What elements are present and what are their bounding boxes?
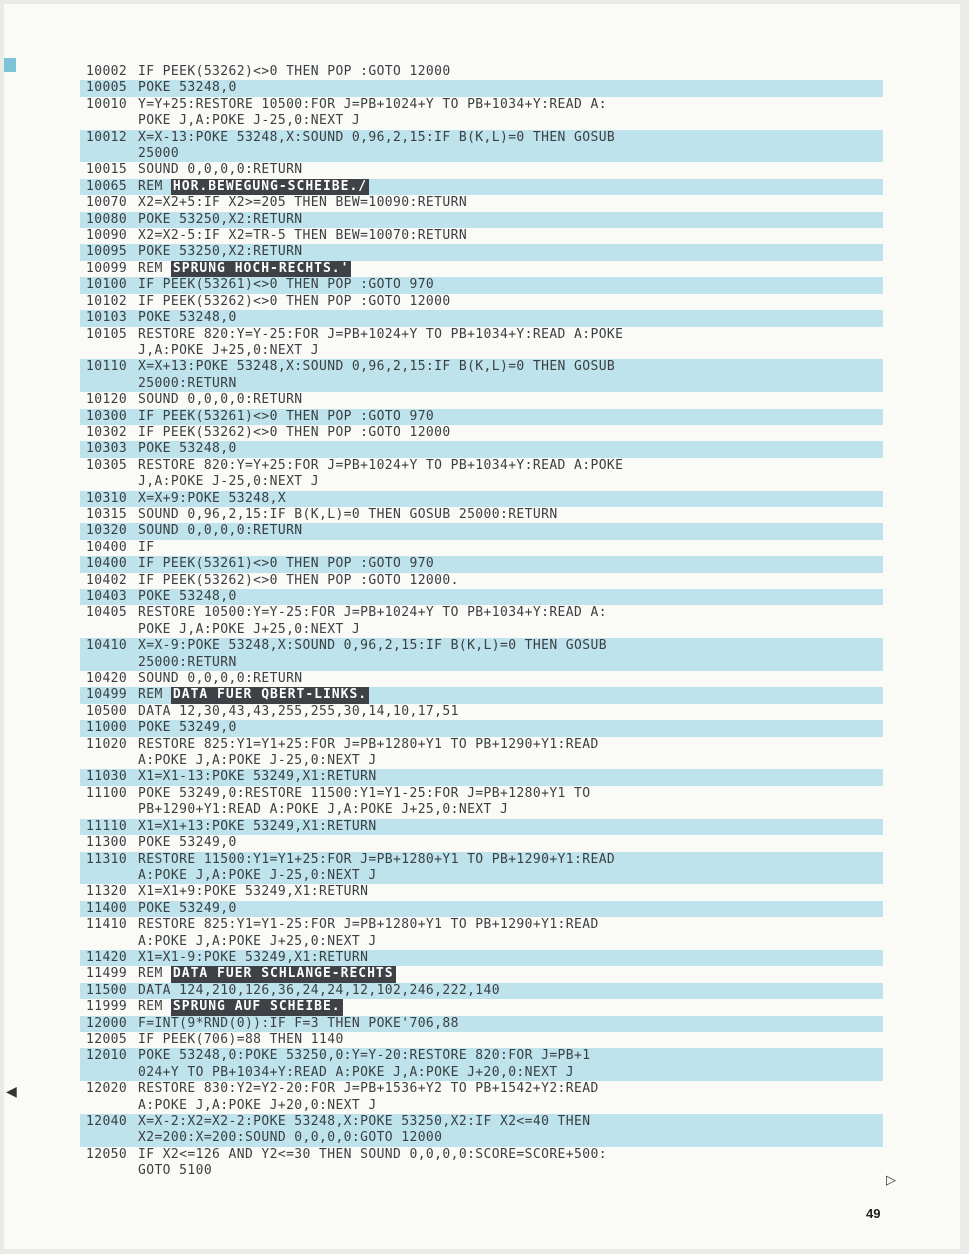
- line-number: [80, 868, 138, 884]
- line-number: 12020: [86, 1081, 128, 1097]
- line-number: 10110: [86, 359, 128, 375]
- listing-line: [80, 244, 883, 260]
- margin-arrow-icon: ◀: [6, 1084, 17, 1100]
- listing-line: [80, 1081, 883, 1097]
- code-text: POKE 53249,0:RESTORE 11500:Y1=Y1-25:FOR J=PB+1280+Y1 TO: [138, 785, 591, 801]
- code-text: POKE J,A:POKE J+25,0:NEXT J: [138, 621, 361, 637]
- code-text: X1=X1-9:POKE 53249,X1:RETURN: [138, 949, 369, 965]
- line-number: 10090: [86, 228, 128, 244]
- line-number: 10305: [86, 457, 128, 473]
- code-text: X1=X1+9:POKE 53249,X1:RETURN: [138, 884, 369, 900]
- code-text: X=X-13:POKE 53248,X:SOUND 0,96,2,15:IF B(K,L)=0 THEN GOSUB: [138, 129, 616, 145]
- code-text: POKE 53248,0: [138, 310, 237, 326]
- listing-line: [80, 720, 883, 736]
- code-text: IF PEEK(53261)<>0 THEN POP :GOTO 970: [138, 408, 435, 424]
- code-text: X1=X1-13:POKE 53249,X1:RETURN: [138, 769, 377, 785]
- listing-line: [80, 294, 883, 310]
- line-number: 10100: [86, 277, 128, 293]
- code-text: 25000:RETURN: [138, 375, 237, 391]
- listing-line: [80, 671, 883, 687]
- code-text: RESTORE 820:Y=Y-25:FOR J=PB+1024+Y TO PB+1034+Y:READ A:POKE: [138, 326, 624, 342]
- line-number: 12010: [86, 1048, 128, 1064]
- listing-line: [80, 1147, 883, 1163]
- code-text: A:POKE J,A:POKE J+25,0:NEXT J: [138, 933, 377, 949]
- line-number: 10080: [86, 211, 128, 227]
- line-number: 10302: [86, 424, 128, 440]
- line-number: 11499: [86, 966, 128, 982]
- code-text: X2=200:X=200:SOUND 0,0,0,0:GOTO 12000: [138, 1130, 443, 1146]
- line-number: 11020: [86, 736, 128, 752]
- line-number: [80, 1065, 138, 1081]
- code-text: F=INT(9*RND(0)):IF F=3 THEN POKE'706,88: [138, 1015, 459, 1031]
- line-number: 10405: [86, 605, 128, 621]
- listing-line: [80, 819, 883, 835]
- listing-line: [80, 605, 883, 621]
- line-number: 10099: [86, 260, 128, 276]
- line-number: 10499: [86, 687, 128, 703]
- code-text: RESTORE 825:Y1=Y1-25:FOR J=PB+1280+Y1 TO PB+1290+Y1:READ: [138, 917, 599, 933]
- listing-line: [80, 868, 883, 884]
- listing-line: [80, 212, 883, 228]
- line-number: 11999: [86, 999, 128, 1015]
- line-number: 10310: [86, 490, 128, 506]
- listing-line: [80, 1163, 883, 1179]
- rem-inverse-label: HOR.BEWEGUNG-SCHEIBE./: [172, 178, 368, 194]
- line-number: 10002: [86, 64, 128, 79]
- listing-line: [80, 540, 883, 556]
- code-text: RESTORE 830:Y2=Y2-20:FOR J=PB+1536+Y2 TO PB+1542+Y2:READ: [138, 1081, 599, 1097]
- listing-line: [80, 359, 883, 375]
- code-text: RESTORE 820:Y=Y+25:FOR J=PB+1024+Y TO PB+1034+Y:READ A:POKE: [138, 457, 624, 473]
- listing-line: [80, 425, 883, 441]
- line-number: [80, 474, 138, 490]
- listing-line: [80, 474, 883, 490]
- line-number: 10103: [86, 310, 128, 326]
- line-number: 11410: [86, 917, 128, 933]
- code-text: PB+1290+Y1:READ A:POKE J,A:POKE J+25,0:NEXT J: [138, 802, 509, 818]
- listing-line: [80, 753, 883, 769]
- listing-line: [80, 310, 883, 326]
- line-number: [80, 376, 138, 392]
- code-text: IF PEEK(53262)<>0 THEN POP :GOTO 12000.: [138, 572, 459, 588]
- line-number: 10015: [86, 162, 128, 178]
- listing-line: [80, 277, 883, 293]
- code-text: POKE 53249,0: [138, 720, 237, 736]
- code-text: POKE J,A:POKE J-25,0:NEXT J: [138, 113, 361, 129]
- code-text: X=X+13:POKE 53248,X:SOUND 0,96,2,15:IF B(K,L)=0 THEN GOSUB: [138, 359, 616, 375]
- listing-line: [80, 999, 883, 1015]
- listing-line: [80, 1048, 883, 1064]
- line-number: 10102: [86, 293, 128, 309]
- line-number: 10402: [86, 572, 128, 588]
- code-text: DATA 124,210,126,36,24,24,12,102,246,222,140: [138, 982, 500, 998]
- listing-line: [80, 146, 883, 162]
- listing-line: [80, 655, 883, 671]
- line-number: 11110: [86, 818, 128, 834]
- code-text: RESTORE 10500:Y=Y-25:FOR J=PB+1024+Y TO PB+1034+Y:READ A:: [138, 605, 607, 621]
- line-number: 11300: [86, 835, 128, 851]
- code-text: REM: [138, 999, 171, 1015]
- listing-line: [80, 64, 883, 80]
- code-text: POKE 53250,X2:RETURN: [138, 244, 303, 260]
- code-text: Y=Y+25:RESTORE 10500:FOR J=PB+1024+Y TO PB+1034+Y:READ A:: [138, 96, 607, 112]
- listing-line: [80, 1098, 883, 1114]
- listing-line: [80, 737, 883, 753]
- line-number: 12000: [86, 1015, 128, 1031]
- listing-line: [80, 622, 883, 638]
- listing-line: [80, 983, 883, 999]
- listing-line: [80, 376, 883, 392]
- listing-line: [80, 195, 883, 211]
- code-text: POKE 53248,0: [138, 80, 237, 96]
- listing-line: [80, 523, 883, 539]
- listing-line: [80, 934, 883, 950]
- code-text: SOUND 0,0,0,0:RETURN: [138, 162, 303, 178]
- line-number: 11100: [86, 785, 128, 801]
- listing-line: [80, 130, 883, 146]
- listing-line: [80, 769, 883, 785]
- line-number: 10400: [86, 539, 128, 555]
- listing-line: [80, 162, 883, 178]
- line-number: 10065: [86, 178, 128, 194]
- listing-line: [80, 80, 883, 96]
- line-number: 11310: [86, 851, 128, 867]
- listing-line: [80, 884, 883, 900]
- line-number: 10500: [86, 703, 128, 719]
- listing-line: [80, 556, 883, 572]
- code-text: A:POKE J,A:POKE J-25,0:NEXT J: [138, 753, 377, 769]
- line-number: [80, 934, 138, 950]
- code-text: POKE 53249,0: [138, 900, 237, 916]
- listing-line: [80, 917, 883, 933]
- listing-line: [80, 589, 883, 605]
- listing-line: [80, 261, 883, 277]
- code-text: POKE 53248,0: [138, 441, 237, 457]
- code-text: A:POKE J,A:POKE J+20,0:NEXT J: [138, 1097, 377, 1113]
- listing-line: [80, 966, 883, 982]
- line-number: 10005: [86, 80, 128, 96]
- line-number: 10300: [86, 408, 128, 424]
- code-text: RESTORE 11500:Y1=Y1+25:FOR J=PB+1280+Y1 TO PB+1290+Y1:READ: [138, 851, 616, 867]
- line-number: 10420: [86, 671, 128, 687]
- line-number: [80, 622, 138, 638]
- line-number: 10105: [86, 326, 128, 342]
- code-text: X2=X2-5:IF X2=TR-5 THEN BEW=10070:RETURN: [138, 228, 468, 244]
- code-text: REM: [138, 260, 171, 276]
- code-text: POKE 53249,0: [138, 835, 237, 851]
- line-number: [80, 1098, 138, 1114]
- line-number: [80, 1130, 138, 1146]
- line-number: 10410: [86, 638, 128, 654]
- listing-line: [80, 491, 883, 507]
- code-text: POKE 53248,0: [138, 589, 237, 604]
- listing-line: [80, 113, 883, 129]
- listing-line: [80, 1032, 883, 1048]
- line-number: [80, 753, 138, 769]
- listing-line: [80, 1114, 883, 1130]
- listing-line: [80, 507, 883, 523]
- code-text: 25000:RETURN: [138, 654, 237, 670]
- listing-line: [80, 901, 883, 917]
- rem-inverse-label: SPRUNG HOCH-RECHTS.': [172, 260, 350, 276]
- code-text: A:POKE J,A:POKE J-25,0:NEXT J: [138, 867, 377, 883]
- line-number: 10403: [86, 589, 128, 604]
- code-text: POKE 53248,0:POKE 53250,0:Y=Y-20:RESTORE 820:FOR J=PB+1: [138, 1048, 591, 1064]
- listing-line: [80, 179, 883, 195]
- code-text: IF: [138, 539, 155, 555]
- rem-inverse-label: SPRUNG AUF SCHEIBE.: [172, 999, 341, 1015]
- line-number: [80, 655, 138, 671]
- listing-line: [80, 950, 883, 966]
- line-number: 11400: [86, 900, 128, 916]
- code-text: IF PEEK(53262)<>0 THEN POP :GOTO 12000: [138, 424, 451, 440]
- rem-inverse-label: DATA FUER QBERT-LINKS.: [172, 687, 368, 703]
- listing-line: [80, 228, 883, 244]
- code-text: X=X-2:X2=X2-2:POKE 53248,X:POKE 53250,X2:IF X2<=40 THEN: [138, 1114, 591, 1129]
- listing-line: [80, 1130, 883, 1146]
- line-number: [80, 1163, 138, 1179]
- code-text: REM: [138, 687, 171, 703]
- code-text: 024+Y TO PB+1034+Y:READ A:POKE J,A:POKE J+20,0:NEXT J: [138, 1064, 575, 1080]
- listing-line: [80, 638, 883, 654]
- code-text: X1=X1+13:POKE 53249,X1:RETURN: [138, 818, 377, 834]
- code-text: J,A:POKE J+25,0:NEXT J: [138, 342, 319, 358]
- listing-line: [80, 392, 883, 408]
- code-text: DATA 12,30,43,43,255,255,30,14,10,17,51: [138, 703, 459, 719]
- listing-line: [80, 704, 883, 720]
- code-text: IF PEEK(53262)<>0 THEN POP :GOTO 12000: [138, 64, 451, 79]
- line-number: 10010: [86, 96, 128, 112]
- edge-color-mark: [4, 58, 16, 72]
- line-number: 11030: [86, 769, 128, 785]
- line-number: 10320: [86, 523, 128, 539]
- listing-line: [80, 343, 883, 359]
- code-text: SOUND 0,0,0,0:RETURN: [138, 523, 303, 539]
- continue-arrow-icon: ▷: [886, 1173, 896, 1188]
- listing-line: [80, 852, 883, 868]
- code-text: X2=X2+5:IF X2>=205 THEN BEW=10090:RETURN: [138, 195, 468, 211]
- listing-line: [80, 327, 883, 343]
- code-text: REM: [138, 178, 171, 194]
- line-number: 10315: [86, 506, 128, 522]
- listing-line: [80, 97, 883, 113]
- code-text: IF PEEK(53261)<>0 THEN POP :GOTO 970: [138, 556, 435, 572]
- code-text: J,A:POKE J-25,0:NEXT J: [138, 474, 319, 490]
- page-number: 49: [866, 1206, 881, 1221]
- line-number: 10070: [86, 195, 128, 211]
- code-text: X=X+9:POKE 53248,X: [138, 490, 287, 506]
- listing-line: [80, 409, 883, 425]
- line-number: [80, 146, 138, 162]
- listing-line: [80, 1065, 883, 1081]
- code-text: IF PEEK(706)=88 THEN 1140: [138, 1031, 344, 1047]
- line-number: 12040: [86, 1114, 128, 1129]
- listing-line: [80, 573, 883, 589]
- line-number: 11000: [86, 720, 128, 736]
- line-number: 12050: [86, 1146, 128, 1162]
- listing-line: [80, 458, 883, 474]
- code-text: IF X2<=126 AND Y2<=30 THEN SOUND 0,0,0,0:SCORE=SCORE+500:: [138, 1146, 607, 1162]
- code-text: REM: [138, 966, 171, 982]
- code-text: GOTO 5100: [138, 1163, 213, 1179]
- line-number: 10012: [86, 129, 128, 145]
- line-number: 11320: [86, 884, 128, 900]
- listing-line: [80, 802, 883, 818]
- code-text: 25000: [138, 146, 180, 162]
- code-text: SOUND 0,0,0,0:RETURN: [138, 392, 303, 408]
- code-text: IF PEEK(53262)<>0 THEN POP :GOTO 12000: [138, 293, 451, 309]
- listing-line: [80, 687, 883, 703]
- code-text: RESTORE 825:Y1=Y1+25:FOR J=PB+1280+Y1 TO PB+1290+Y1:READ: [138, 736, 599, 752]
- code-text: SOUND 0,0,0,0:RETURN: [138, 671, 303, 687]
- line-number: 10303: [86, 441, 128, 457]
- line-number: 11500: [86, 982, 128, 998]
- basic-program-listing: [80, 64, 883, 1180]
- line-number: [80, 802, 138, 818]
- listing-line: [80, 786, 883, 802]
- line-number: 10120: [86, 392, 128, 408]
- code-text: IF PEEK(53261)<>0 THEN POP :GOTO 970: [138, 277, 435, 293]
- line-number: 10400: [86, 556, 128, 572]
- line-number: [80, 113, 138, 129]
- code-text: POKE 53250,X2:RETURN: [138, 211, 303, 227]
- rem-inverse-label: DATA FUER SCHLANGE-RECHTS: [172, 966, 394, 982]
- line-number: [80, 343, 138, 359]
- line-number: 11420: [86, 949, 128, 965]
- listing-line: [80, 835, 883, 851]
- listing-line: [80, 441, 883, 457]
- line-number: 12005: [86, 1031, 128, 1047]
- code-text: X=X-9:POKE 53248,X:SOUND 0,96,2,15:IF B(K,L)=0 THEN GOSUB: [138, 638, 607, 654]
- listing-line: [80, 1016, 883, 1032]
- line-number: 10095: [86, 244, 128, 260]
- code-text: SOUND 0,96,2,15:IF B(K,L)=0 THEN GOSUB 25000:RETURN: [138, 506, 558, 522]
